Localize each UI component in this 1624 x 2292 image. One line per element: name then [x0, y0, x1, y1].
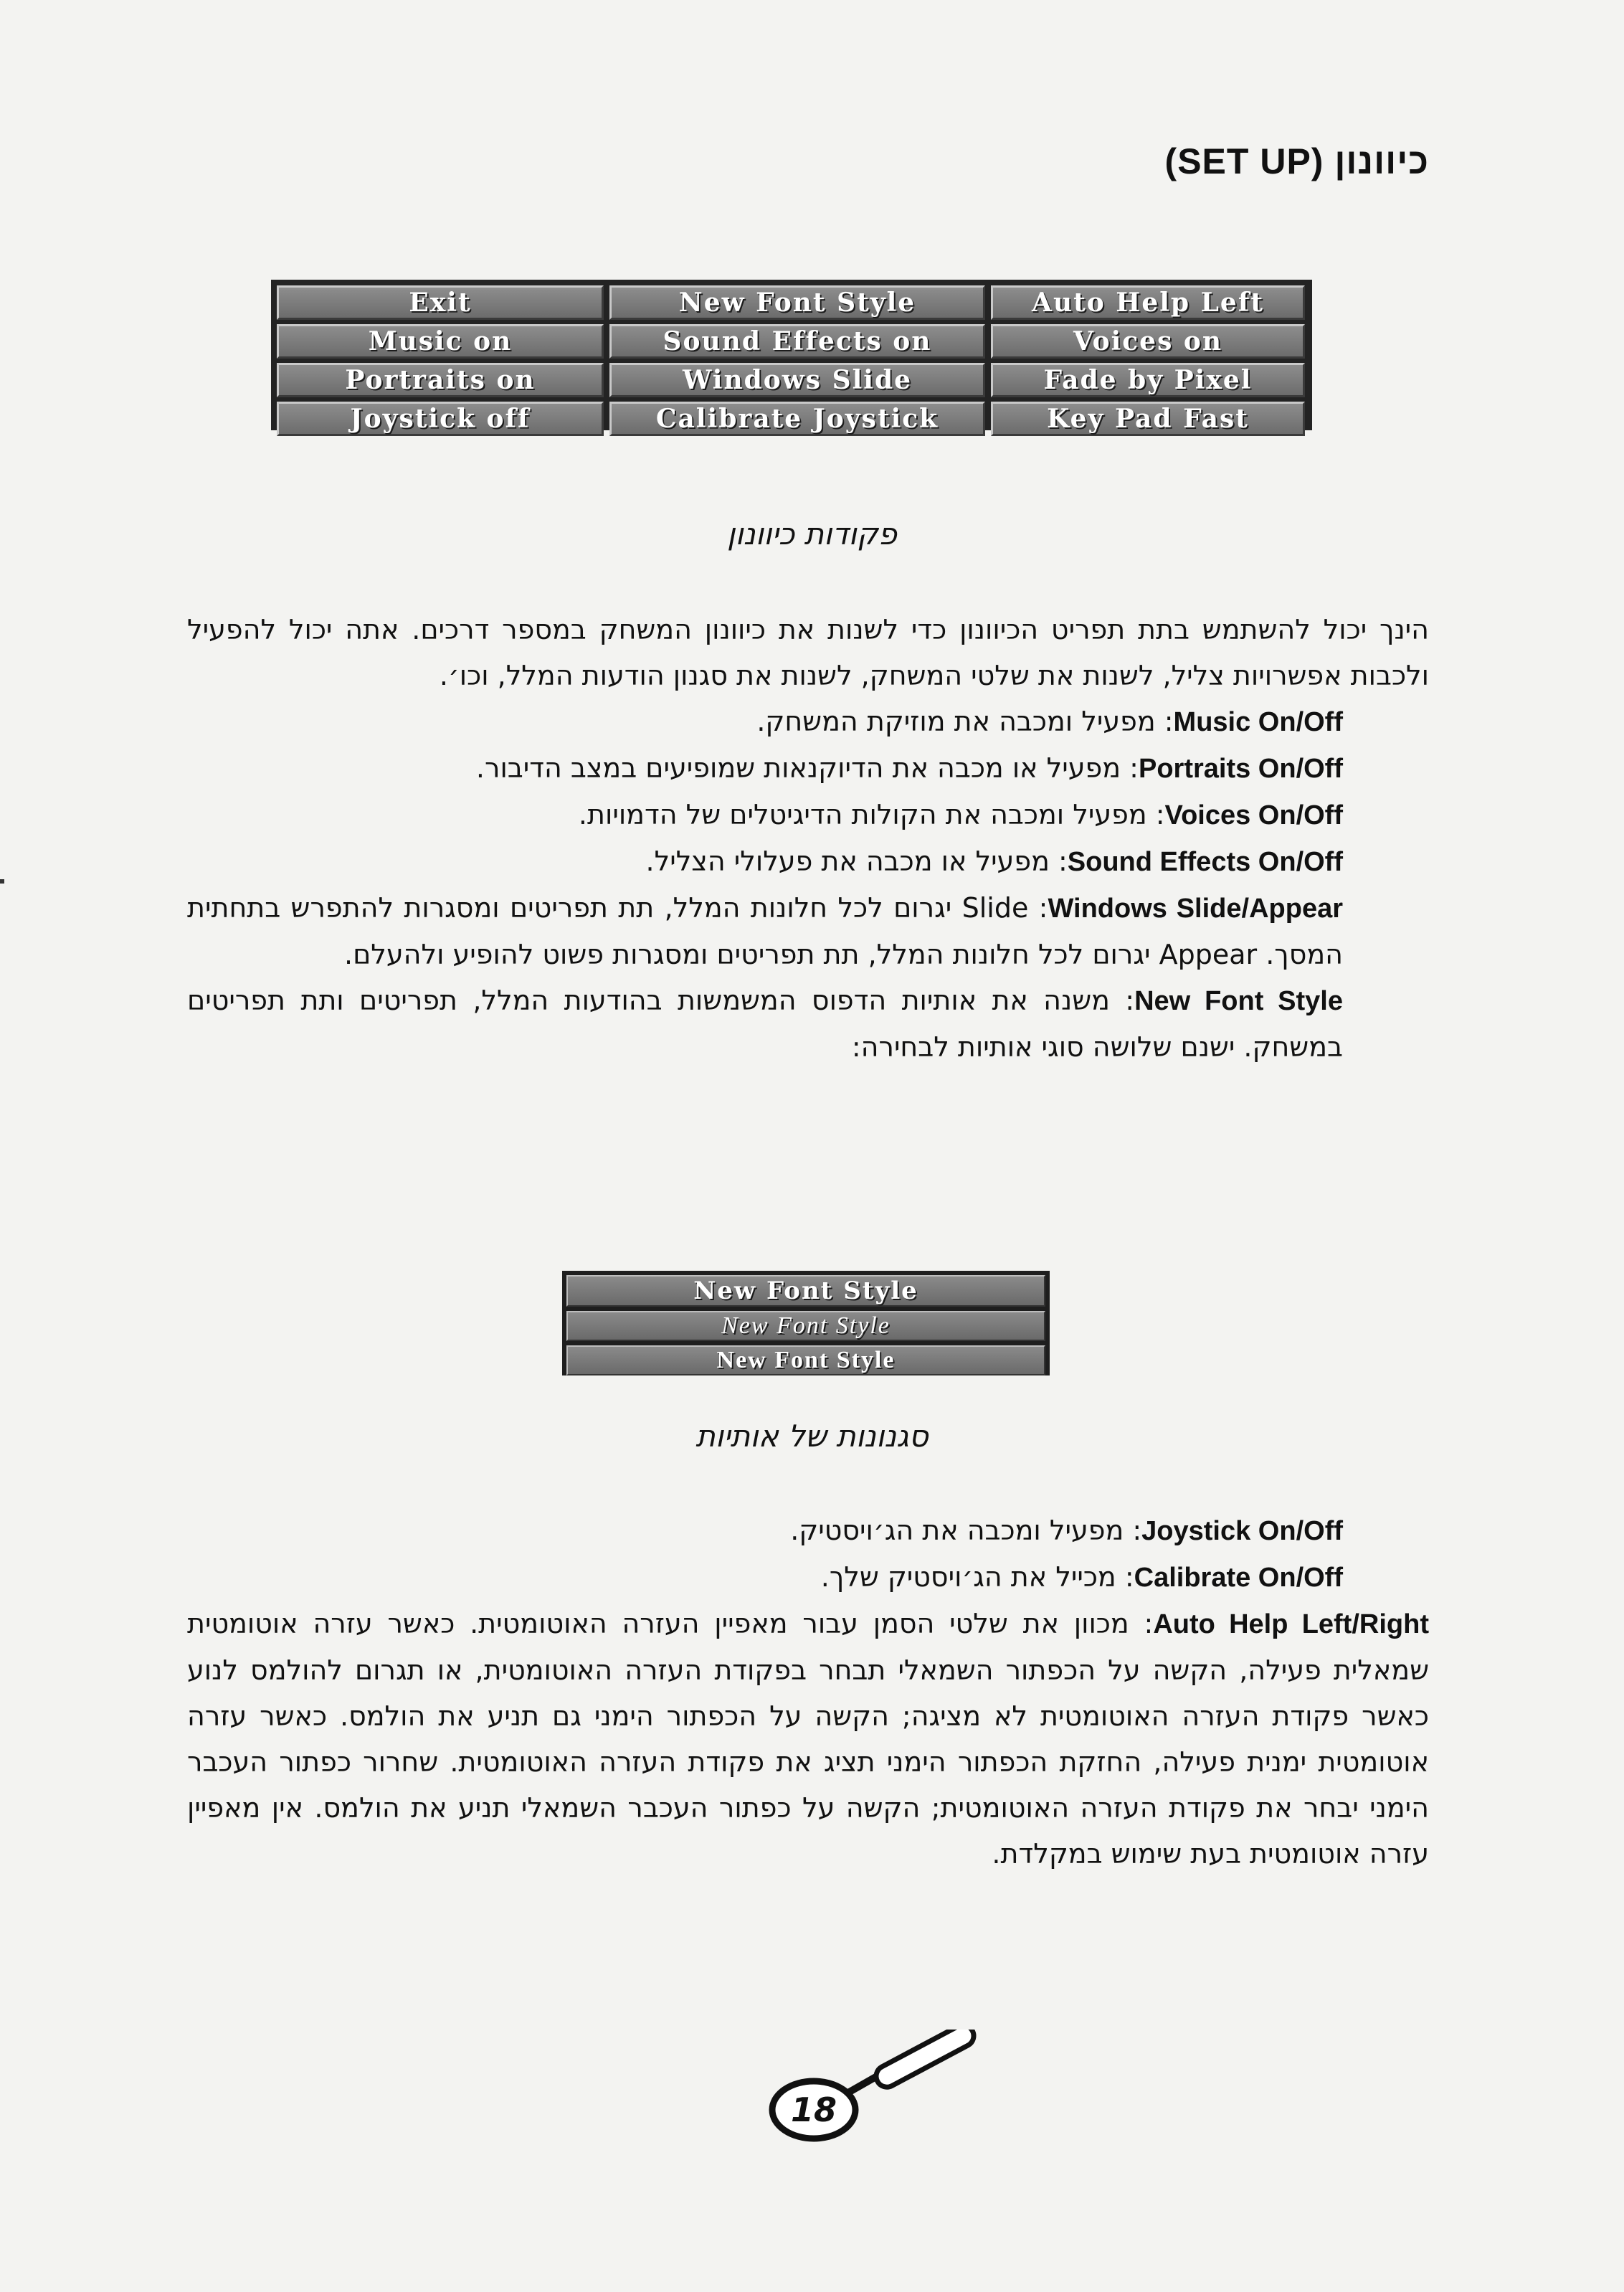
entry-term: Voices On/Off: [1164, 800, 1343, 830]
entry-sound-effects: [187, 838, 1429, 885]
intro-section: [187, 607, 1429, 1070]
entry-new-font-style: [187, 977, 1429, 1070]
entry-term: Music On/Off: [1173, 707, 1343, 737]
entry-auto-help: [187, 1601, 1429, 1877]
setup-menu-screenshot: [271, 280, 1312, 434]
menu-key-pad: Key Pad Fast: [991, 402, 1305, 436]
menu-auto-help: Auto Help Left: [991, 285, 1305, 320]
menu-calibrate-joystick: Calibrate Joystick: [609, 402, 985, 436]
menu-portraits: Portraits on: [277, 363, 604, 397]
entry-voices: [187, 792, 1429, 838]
entry-desc: : מפעיל ומכבה את מוזיקת המשחק.: [756, 706, 1174, 737]
magnifying-glass-icon: [764, 2030, 993, 2159]
entry-desc: : מכייל את הג׳ויסטיק שלך.: [820, 1561, 1134, 1593]
caption-font-styles: סגנונות של אותיות: [695, 1419, 929, 1454]
entry-joystick: [187, 1507, 1429, 1554]
entry-desc: : מפעיל או מכבה את פעלולי הצליל.: [645, 846, 1068, 877]
scan-mark: [0, 879, 4, 884]
menu-exit: Exit: [277, 285, 604, 320]
entry-term: Portraits On/Off: [1138, 754, 1343, 784]
entry-desc: : מפעיל או מכבה את הדיוקנאות שמופיעים במצב הדיבור.: [475, 752, 1139, 784]
menu-new-font-style: New Font Style: [609, 285, 985, 320]
menu-fade-by-pixel: Fade by Pixel: [991, 363, 1305, 397]
entry-portraits: [187, 745, 1429, 792]
menu-sound-effects: Sound Effects on: [609, 324, 985, 359]
entry-term: Joystick On/Off: [1141, 1516, 1343, 1546]
entry-term: New Font Style: [1134, 986, 1343, 1016]
entry-desc: : Slide יגרום לכל חלונות המלל, תת תפריטים ומסגרות להתפרש בתחתית המסך. Appear יגרום לכל חלונות המלל, תת תפריטים ומסגרות פשוט להופיע ולהעלם.: [187, 892, 1343, 970]
font-sample-3: New Font Style: [566, 1345, 1045, 1375]
entry-term: Calibrate On/Off: [1134, 1563, 1343, 1593]
page-number-magnifier: [764, 2030, 993, 2159]
font-style-samples: [562, 1271, 1050, 1375]
menu-windows-slide: Windows Slide: [609, 363, 985, 397]
menu-voices: Voices on: [991, 324, 1305, 359]
entry-desc: : מכוון את שלטי הסמן עבור מאפיין העזרה האוטומטית. כאשר עזרה אוטומטית שמאלית פעילה, הקשה על הכפתור השמאלי תבחר בפקודת העזרה האוטומטית, או תגרום להולמס לנוע כאשר פקודת העזרה האוטומטית לא מציגה; הקשה על הכפתור הימני גם תניע את הולמס. כאשר עזרה אוטומטית ימנית פעילה, החזקת הכפתור הימני תציג את פקודת העזרה האוטומטית. שחרור כפתור העכבר הימני יבחר את פקודת העזרה האוטומטית; הקשה על כפתור העכבר השמאלי תניע את הולמס. אין מאפיין עזרה אוטומטית בעת שימוש במקלדת.: [187, 1608, 1429, 1870]
entry-desc: : מפעיל ומכבה את הקולות הדיגיטלים של הדמויות.: [578, 799, 1165, 830]
entry-windows-slide: [187, 885, 1429, 977]
entry-music: [187, 699, 1429, 745]
font-sample-1: New Font Style: [566, 1275, 1045, 1307]
menu-joystick: Joystick off: [277, 402, 604, 436]
entry-desc: : משנה את אותיות הדפוס המשמשות בהודעות המלל, תפריטים ותת תפריטים במשחק. ישנם שלושה סוגי אותיות לבחירה:: [187, 985, 1343, 1063]
entry-term: Auto Help Left/Right: [1153, 1609, 1429, 1639]
page-number: 18: [790, 2090, 837, 2129]
entry-desc: : מפעיל ומכבה את הג׳ויסטיק.: [790, 1515, 1142, 1546]
menu-music: Music on: [277, 324, 604, 359]
entry-term: Windows Slide/Appear: [1048, 894, 1343, 924]
page-title: כיוונון (SET UP): [1164, 141, 1429, 181]
joystick-section: [187, 1507, 1429, 1877]
entry-calibrate: [187, 1554, 1429, 1601]
intro-paragraph: הינך יכול להשתמש בתת תפריט הכיוונון כדי לשנות את כיוונון המשחק במספר דרכים. אתה יכול להפעיל ולכבות אפשרויות צליל, לשנות את שלטי המשחק, לשנות את סגנון הודעות המלל, וכו׳.: [187, 614, 1429, 691]
font-sample-2: New Font Style: [566, 1311, 1045, 1341]
caption-setup-commands: פקודות כיוונון: [727, 516, 897, 551]
entry-term: Sound Effects On/Off: [1067, 847, 1343, 877]
